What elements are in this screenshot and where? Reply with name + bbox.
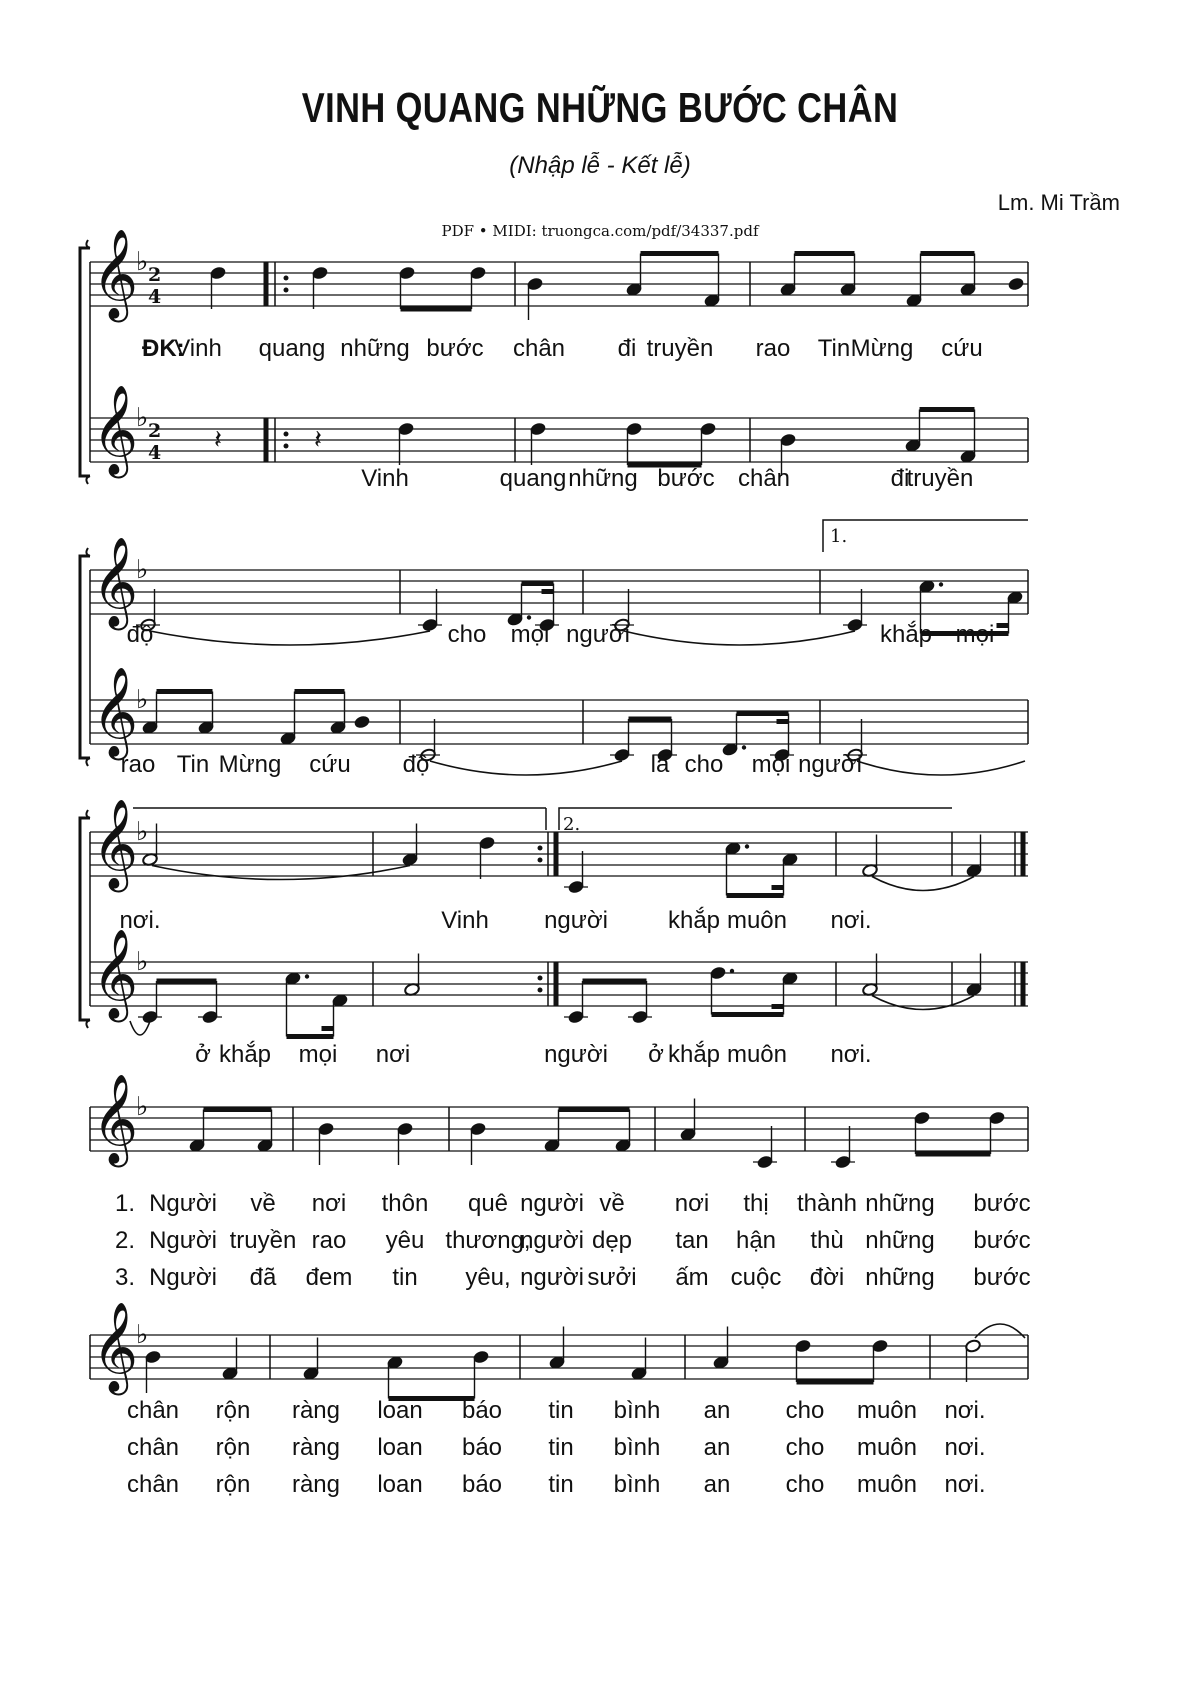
lyric-line-2: đi: [890, 465, 910, 492]
system-bracket: [86, 758, 90, 766]
treble-clef-icon: 𝄞: [92, 537, 139, 627]
lyric-line-6: ở: [648, 1041, 664, 1068]
verse-ending-lyric: an: [703, 1471, 731, 1498]
verse-lyric: cuộc: [730, 1264, 782, 1291]
verse-lyric: truyền: [229, 1227, 297, 1254]
verse-ending-lyric: báo: [461, 1434, 503, 1461]
lyric-line-1: quang: [258, 335, 326, 362]
time-signature-top: 2: [148, 264, 162, 286]
tie: [857, 761, 1025, 775]
system-bracket: [80, 248, 90, 476]
verse-lyric: Người: [149, 1190, 217, 1217]
volta-bracket: [559, 808, 952, 830]
verse-number: 3.: [114, 1264, 135, 1291]
lyric-line-1: bước: [426, 335, 484, 362]
lyric-line-4: Mừng: [218, 751, 282, 778]
key-signature-flat-icon: ♭: [136, 555, 149, 585]
verse-ending-lyric: bình: [613, 1397, 661, 1424]
verse-lyric: hận: [735, 1227, 777, 1254]
repeat-dot: [538, 976, 543, 981]
verse-ending-lyric: chân: [126, 1397, 180, 1424]
verse-ending-lyric: ràng: [291, 1434, 341, 1461]
verse-lyric: những: [865, 1264, 935, 1291]
lyric-line-1: đi: [617, 335, 637, 362]
lyric-line-6: ở: [195, 1041, 211, 1068]
system-bracket: [86, 548, 90, 556]
key-signature-flat-icon: ♭: [136, 403, 149, 433]
verse-lyric: thù: [810, 1227, 844, 1254]
verse-ending-lyric: nơi.: [944, 1397, 986, 1424]
song-title: VINH QUANG NHỮNG BƯỚC CHÂN: [301, 84, 899, 131]
verse-lyric: yêu: [385, 1227, 425, 1254]
lyric-line-5: nơi.: [119, 907, 161, 934]
verse-lyric: dẹp: [591, 1227, 633, 1254]
lyric-line-6: nơi: [375, 1041, 411, 1068]
lyric-line-4: là: [650, 751, 670, 778]
verse-ending-lyric: an: [703, 1397, 731, 1424]
verse-ending-lyric: cho: [785, 1397, 825, 1424]
verse-lyric: sưởi: [587, 1264, 637, 1291]
repeat-dot: [284, 432, 289, 437]
lyric-line-1: Vinh: [174, 335, 222, 362]
verse-ending-lyric: bình: [613, 1434, 661, 1461]
lyric-line-4: mọi: [751, 751, 791, 778]
tie: [624, 631, 855, 645]
lyric-line-6: khắp: [667, 1041, 721, 1068]
verse-ending-lyric: loan: [377, 1397, 423, 1424]
key-signature-flat-icon: ♭: [136, 1320, 149, 1350]
lyric-line-4: Tin: [176, 751, 210, 778]
system-bracket: [80, 818, 90, 1020]
verse-lyric: thành: [796, 1190, 858, 1217]
tie: [872, 877, 974, 891]
verse-ending-lyric: nơi.: [944, 1434, 986, 1461]
lyric-line-2: những: [568, 465, 638, 492]
verse-lyric: tin: [392, 1264, 418, 1291]
key-signature-flat-icon: ♭: [136, 817, 149, 847]
repeat-dot: [284, 288, 289, 293]
lyric-line-4: rao: [120, 751, 156, 778]
repeat-dot: [538, 858, 543, 863]
repeat-dot: [538, 988, 543, 993]
tie: [150, 631, 430, 645]
verse-lyric: thương,: [445, 1227, 531, 1254]
lyric-line-6: nơi.: [830, 1041, 872, 1068]
verse-ending-lyric: loan: [377, 1471, 423, 1498]
verse-ending-lyric: tin: [548, 1397, 574, 1424]
tie: [430, 761, 622, 775]
lyric-line-3: cho: [447, 621, 487, 648]
tie: [152, 866, 410, 880]
quarter-rest-icon: 𝄽: [214, 425, 222, 455]
lyric-line-2: bước: [657, 465, 715, 492]
song-subtitle: (Nhập lễ - Kết lễ): [509, 152, 691, 179]
note-head: [354, 715, 371, 729]
verse-ending-lyric: báo: [461, 1397, 503, 1424]
lyric-line-5: Vinh: [441, 907, 489, 934]
source-link[interactable]: PDF • MIDI: truongca.com/pdf/34337.pdf: [441, 222, 759, 240]
treble-clef-icon: 𝄞: [92, 667, 139, 757]
system-bracket: [86, 810, 90, 818]
lyric-line-1: rao: [755, 335, 791, 362]
tie: [975, 1324, 1025, 1338]
verse-ending-lyric: rộn: [215, 1397, 251, 1424]
treble-clef-icon: 𝄞: [92, 1302, 139, 1392]
key-signature-flat-icon: ♭: [136, 1092, 149, 1122]
verse-lyric: về: [599, 1190, 625, 1217]
lyric-line-3: mọi: [510, 621, 550, 648]
refrain-label: ĐK:: [142, 335, 185, 362]
repeat-dot: [284, 276, 289, 281]
verse-ending-lyric: rộn: [215, 1471, 251, 1498]
lyric-line-6: muôn: [726, 1041, 788, 1068]
augmentation-dot: [305, 974, 309, 978]
verse-lyric: đã: [249, 1264, 277, 1291]
verse-lyric: yêu,: [465, 1264, 511, 1291]
volta-2-label: 2.: [563, 814, 581, 835]
verse-ending-lyric: loan: [377, 1434, 423, 1461]
lyric-line-6: người: [544, 1041, 608, 1068]
treble-clef-icon: 𝄞: [92, 385, 139, 475]
treble-clef-icon: 𝄞: [92, 929, 139, 1019]
lyric-line-4: cho: [684, 751, 724, 778]
system-bracket: [80, 556, 90, 758]
lyric-line-5: muôn: [726, 907, 788, 934]
verse-ending-lyric: tin: [548, 1471, 574, 1498]
verse-lyric: bước: [973, 1264, 1031, 1291]
verse-lyric: bước: [973, 1190, 1031, 1217]
lyric-line-5: nơi.: [830, 907, 872, 934]
note-head: [1008, 277, 1025, 291]
augmentation-dot: [527, 615, 531, 619]
lyric-line-3: người: [566, 621, 630, 648]
verse-lyric: nơi: [311, 1190, 347, 1217]
key-signature-flat-icon: ♭: [136, 247, 149, 277]
verse-ending-lyric: muôn: [856, 1434, 918, 1461]
verse-ending-lyric: cho: [785, 1471, 825, 1498]
verse-lyric: thôn: [381, 1190, 429, 1217]
augmentation-dot: [745, 844, 749, 848]
lyric-line-3: khắp: [879, 621, 933, 648]
verse-lyric: rao: [311, 1227, 347, 1254]
volta-1-label: 1.: [830, 526, 848, 547]
augmentation-dot: [939, 582, 943, 586]
verse-ending-lyric: tin: [548, 1434, 574, 1461]
verse-lyric: những: [865, 1227, 935, 1254]
verse-lyric: thị: [743, 1190, 769, 1217]
verse-ending-lyric: muôn: [856, 1471, 918, 1498]
verse-ending-lyric: bình: [613, 1471, 661, 1498]
lyric-line-5: khắp: [667, 907, 721, 934]
treble-clef-icon: 𝄞: [92, 799, 139, 889]
treble-clef-icon: 𝄞: [92, 229, 139, 319]
lyric-line-3: mọi: [955, 621, 995, 648]
system-bracket: [86, 240, 90, 248]
key-signature-flat-icon: ♭: [136, 685, 149, 715]
verse-ending-lyric: ràng: [291, 1397, 341, 1424]
treble-clef-icon: 𝄞: [92, 1074, 139, 1164]
lyric-line-1: những: [340, 335, 410, 362]
time-signature-bottom: 4: [148, 286, 162, 308]
lyric-line-4: người: [798, 751, 862, 778]
verse-lyric: bước: [973, 1227, 1031, 1254]
verse-ending-lyric: chân: [126, 1471, 180, 1498]
verse-ending-lyric: chân: [126, 1434, 180, 1461]
lyric-line-6: khắp: [218, 1041, 272, 1068]
verse-ending-lyric: ràng: [291, 1471, 341, 1498]
lyric-line-1: Mừng: [850, 335, 914, 362]
verse-number: 1.: [114, 1190, 135, 1217]
lyric-line-1: truyền: [646, 335, 714, 362]
verse-lyric: người: [520, 1227, 584, 1254]
lyric-line-6: mọi: [298, 1041, 338, 1068]
verse-lyric: ấm: [675, 1264, 709, 1291]
system-bracket: [86, 1020, 90, 1028]
verse-ending-lyric: rộn: [215, 1434, 251, 1461]
time-signature-top: 2: [148, 420, 162, 442]
verse-ending-lyric: muôn: [856, 1397, 918, 1424]
verse-lyric: người: [520, 1190, 584, 1217]
lyric-line-1: chân: [512, 335, 566, 362]
verse-lyric: những: [865, 1190, 935, 1217]
verse-lyric: người: [520, 1264, 584, 1291]
lyric-line-4: cứu: [309, 751, 351, 778]
lyric-line-1: cứu: [941, 335, 983, 362]
verse-lyric: về: [250, 1190, 276, 1217]
key-signature-flat-icon: ♭: [136, 947, 149, 977]
verse-lyric: đem: [305, 1264, 353, 1291]
lyric-line-2: Vinh: [361, 465, 409, 492]
verse-ending-lyric: cho: [785, 1434, 825, 1461]
tie: [130, 1021, 150, 1035]
verse-number: 2.: [114, 1227, 135, 1254]
verse-lyric: nơi: [674, 1190, 710, 1217]
quarter-rest-icon: 𝄽: [314, 425, 322, 455]
lyric-line-4: độ: [402, 751, 430, 778]
lyric-line-2: truyền: [906, 465, 974, 492]
verse-ending-lyric: nơi.: [944, 1471, 986, 1498]
verse-ending-lyric: an: [703, 1434, 731, 1461]
composer: Lm. Mi Trầm: [997, 190, 1120, 215]
augmentation-dot: [742, 745, 746, 749]
verse-lyric: Người: [149, 1227, 217, 1254]
lyric-line-1: Tin: [817, 335, 851, 362]
repeat-dot: [538, 846, 543, 851]
verse-ending-lyric: báo: [461, 1471, 503, 1498]
lyric-line-2: quang: [499, 465, 567, 492]
volta-bracket: [823, 520, 1028, 552]
lyric-line-5: người: [544, 907, 608, 934]
lyric-line-3: độ: [126, 621, 154, 648]
augmentation-dot: [730, 969, 734, 973]
verse-lyric: đời: [809, 1264, 845, 1291]
system-bracket: [86, 476, 90, 484]
repeat-dot: [284, 444, 289, 449]
verse-lyric: quê: [467, 1190, 509, 1217]
tie: [872, 996, 974, 1010]
verse-lyric: tan: [675, 1227, 709, 1254]
verse-lyric: Người: [149, 1264, 217, 1291]
lyric-line-2: chân: [737, 465, 791, 492]
time-signature-bottom: 4: [148, 442, 162, 464]
